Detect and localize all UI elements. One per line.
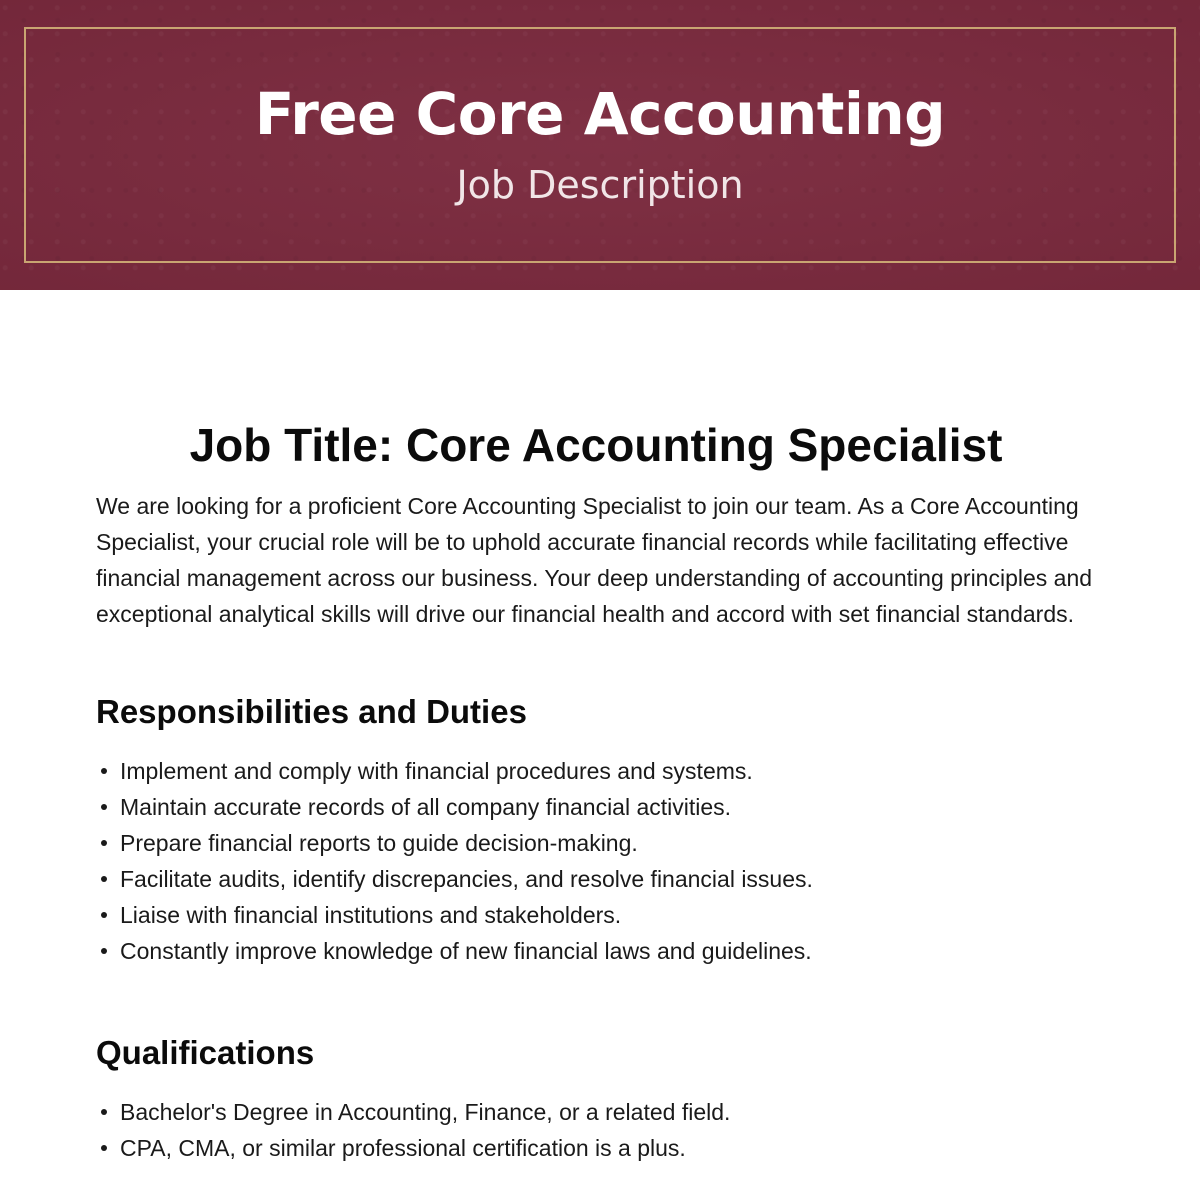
list-item [96, 1094, 1106, 1130]
bullet-icon [101, 1109, 107, 1115]
list-item [96, 897, 1106, 933]
bullet-icon [101, 1145, 107, 1151]
header-banner [0, 0, 1200, 290]
intro-paragraph: We are looking for a proficient Core Accounting Specialist to join our team. As a Core Accounting Specialist, your crucial role will be to uphold accurate financial records while facilitating effective financial management across our business. Your deep understanding of accounting principles and exceptional analytical skills will drive our financial health and accord with set financial standards. [96, 493, 1093, 627]
bullet-icon [101, 912, 107, 918]
list-item [96, 1130, 1106, 1166]
document-title: Free Core Accounting [254, 80, 946, 148]
list-item [96, 789, 1106, 825]
list-item-text: Facilitate audits, identify discrepancies, and resolve financial issues. [120, 866, 813, 892]
list-item-text: CPA, CMA, or similar professional certification is a plus. [120, 1135, 686, 1161]
responsibilities-heading: Responsibilities and Duties [96, 693, 527, 730]
bullet-icon [101, 876, 107, 882]
responsibilities-list [96, 753, 1106, 969]
job-title: Job Title: Core Accounting Specialist [189, 419, 1003, 471]
bullet-icon [101, 768, 107, 774]
qualifications-heading: Qualifications [96, 1034, 315, 1071]
document-subtitle: Job Description [456, 163, 744, 207]
qualifications-list [96, 1094, 1106, 1166]
bullet-icon [101, 804, 107, 810]
bullet-icon [101, 840, 107, 846]
bullet-icon [101, 948, 107, 954]
list-item-text: Prepare financial reports to guide decision-making. [120, 830, 638, 856]
list-item [96, 825, 1106, 861]
list-item-text: Bachelor's Degree in Accounting, Finance, or a related field. [120, 1099, 731, 1125]
list-item [96, 861, 1106, 897]
list-item-text: Constantly improve knowledge of new financial laws and guidelines. [120, 938, 812, 964]
list-item-text: Liaise with financial institutions and stakeholders. [120, 902, 622, 928]
list-item [96, 933, 1106, 969]
list-item [96, 753, 1106, 789]
list-item-text: Implement and comply with financial procedures and systems. [120, 758, 753, 784]
document-body [96, 416, 1106, 1166]
list-item-text: Maintain accurate records of all company financial activities. [120, 794, 732, 820]
